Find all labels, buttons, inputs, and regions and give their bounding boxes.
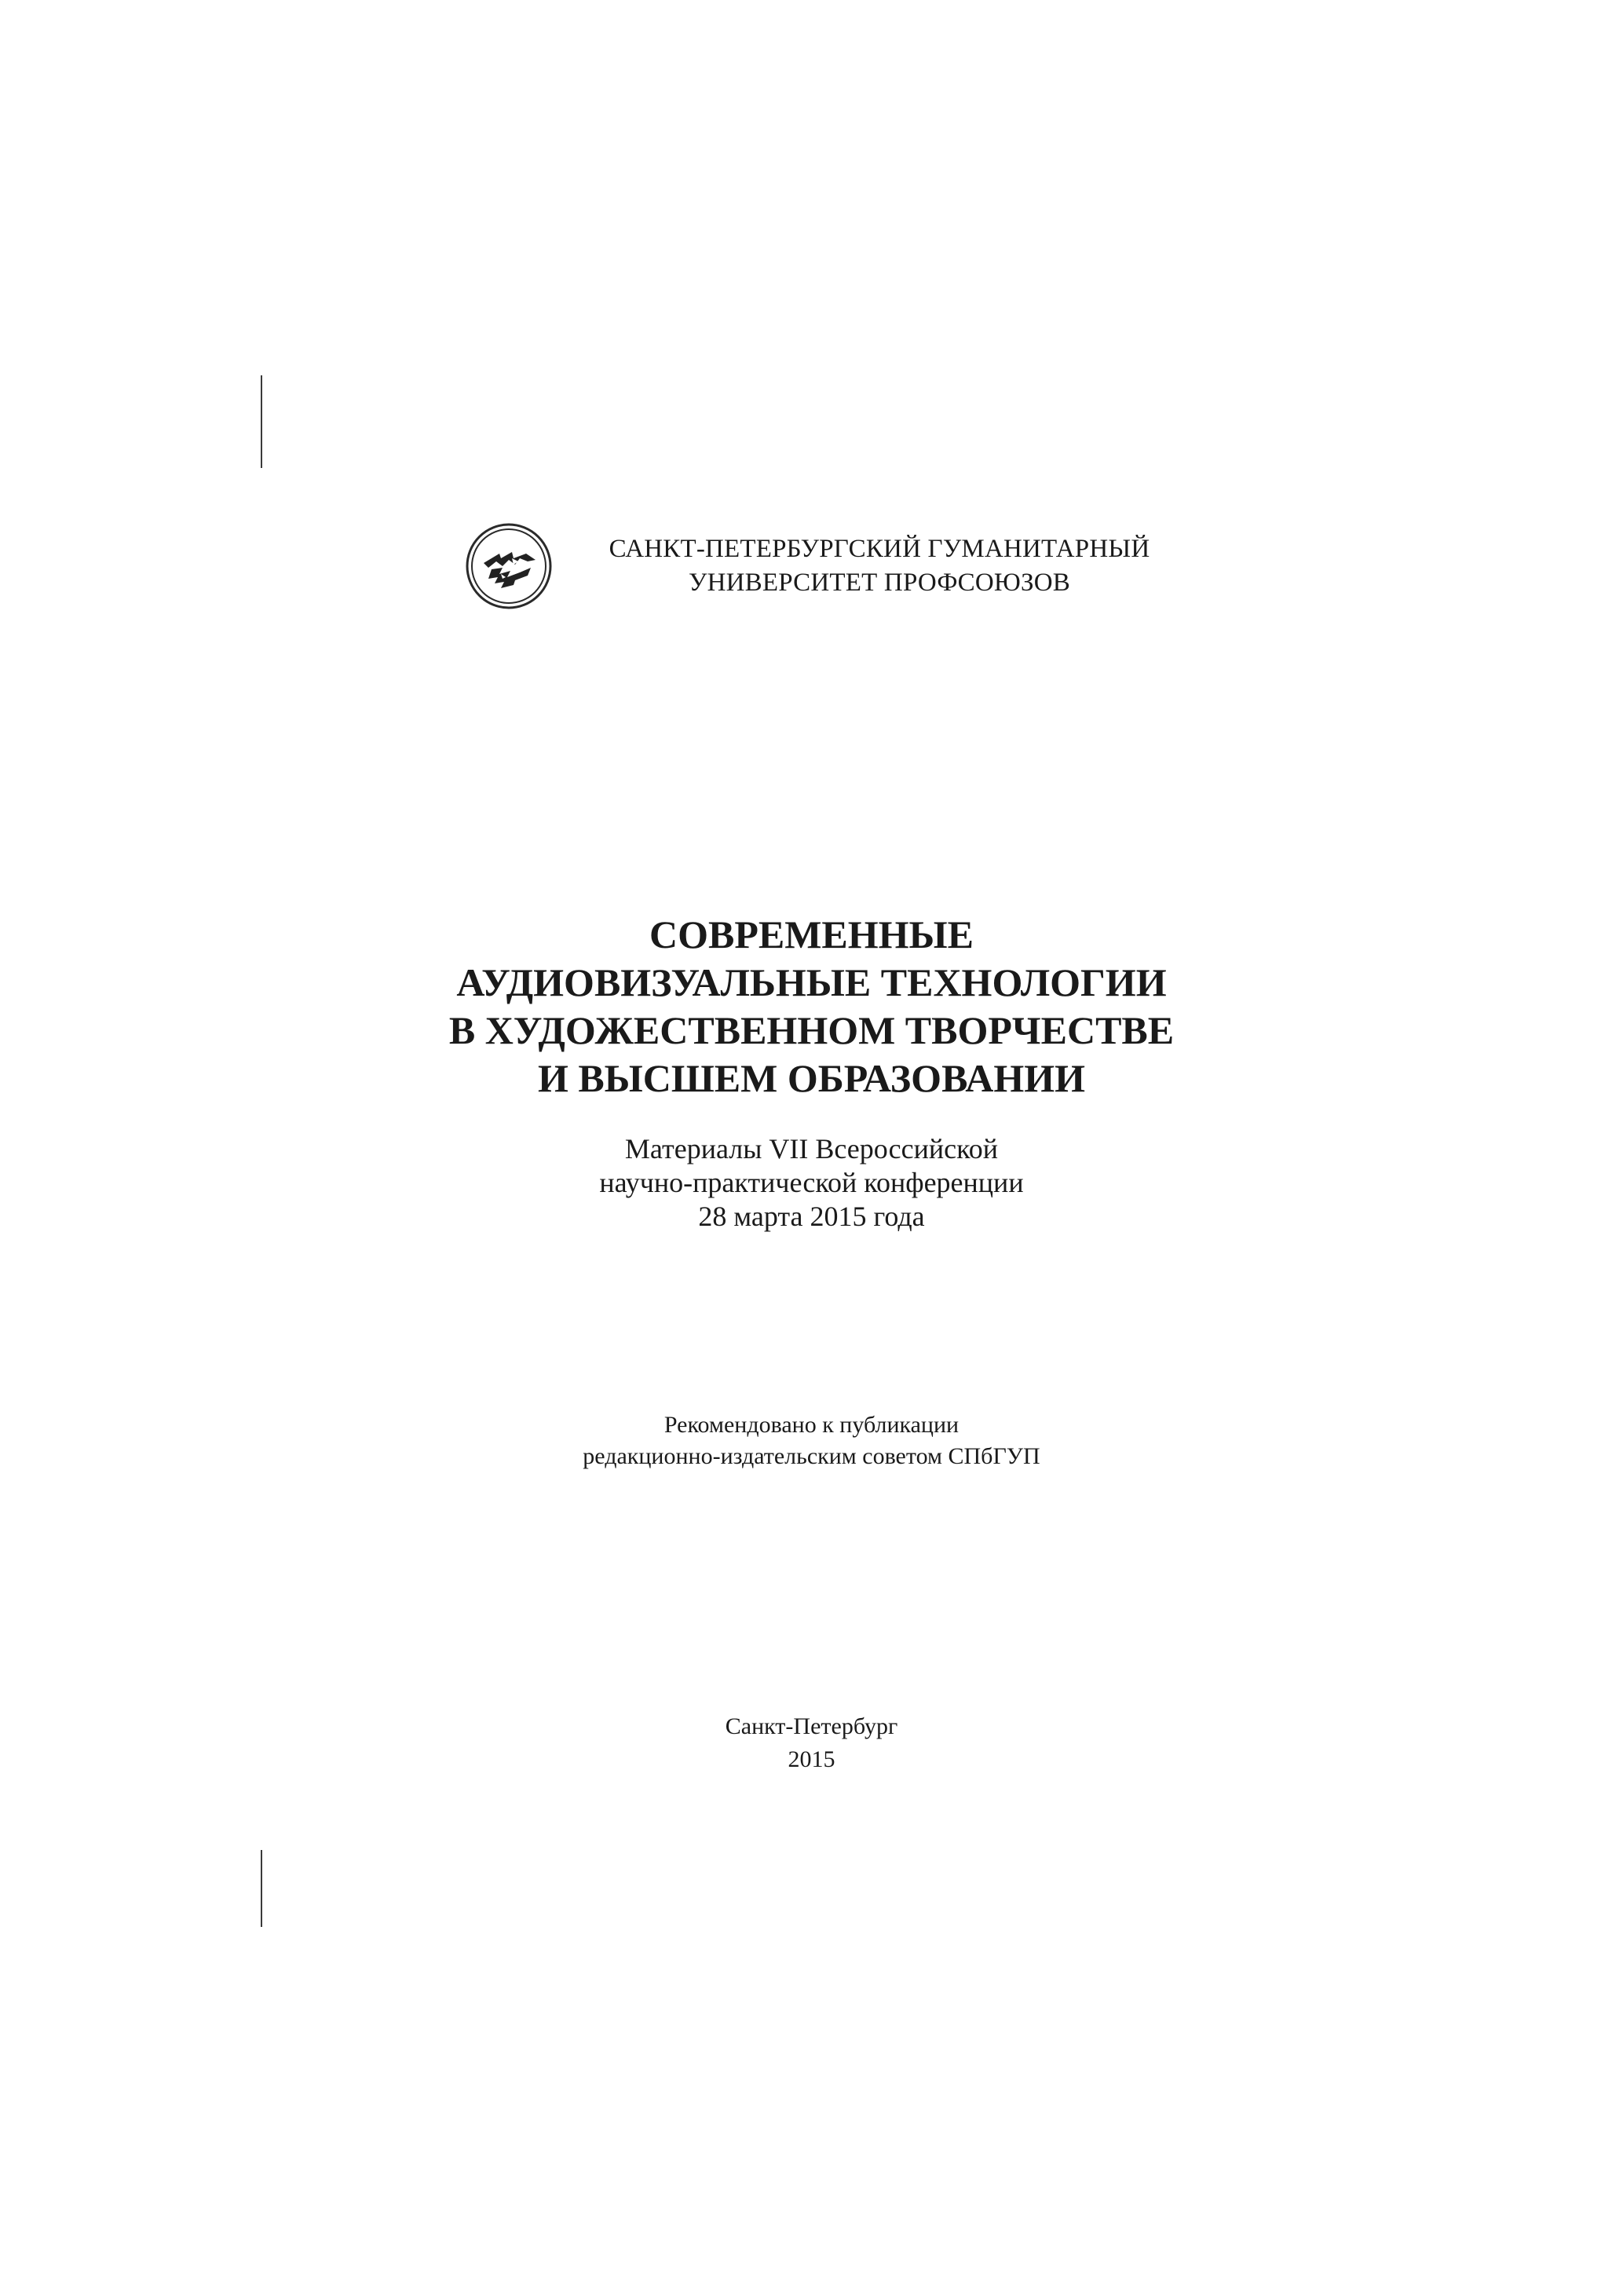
imprint-city: Санкт-Петербург xyxy=(725,1713,898,1739)
university-name xyxy=(597,532,1162,600)
title-line: В ХУДОЖЕСТВЕННОМ ТВОРЧЕСТВЕ xyxy=(448,1008,1175,1052)
recommendation-line: редакционно-издательским советом СПбГУП xyxy=(583,1443,1040,1469)
imprint-year: 2015 xyxy=(788,1746,835,1772)
publication-recommendation xyxy=(0,1409,1623,1472)
subtitle-line: Материалы VII Всероссийской xyxy=(624,1133,999,1164)
imprint xyxy=(0,1710,1623,1776)
crop-mark-top xyxy=(261,375,262,468)
recommendation-line: Рекомендовано к публикации xyxy=(663,1412,960,1438)
title-line: СОВРЕМЕННЫЕ xyxy=(649,912,974,956)
crop-mark-bottom xyxy=(261,1850,262,1927)
title-line: АУДИОВИЗУАЛЬНЫЕ ТЕХНОЛОГИИ xyxy=(456,960,1167,1004)
page-title xyxy=(0,911,1623,1102)
conference-date: 28 марта 2015 года xyxy=(698,1201,925,1232)
subtitle-line: научно-практической конференции xyxy=(599,1167,1024,1198)
title-line: И ВЫСШЕМ ОБРАЗОВАНИИ xyxy=(537,1056,1086,1100)
university-name-line: САНКТ-ПЕТЕРБУРГСКИЙ ГУМАНИТАРНЫЙ xyxy=(609,535,1150,563)
university-name-line: УНИВЕРСИТЕТ ПРОФСОЮЗОВ xyxy=(689,569,1070,597)
conference-subtitle xyxy=(0,1132,1623,1234)
university-emblem-icon xyxy=(465,522,553,610)
